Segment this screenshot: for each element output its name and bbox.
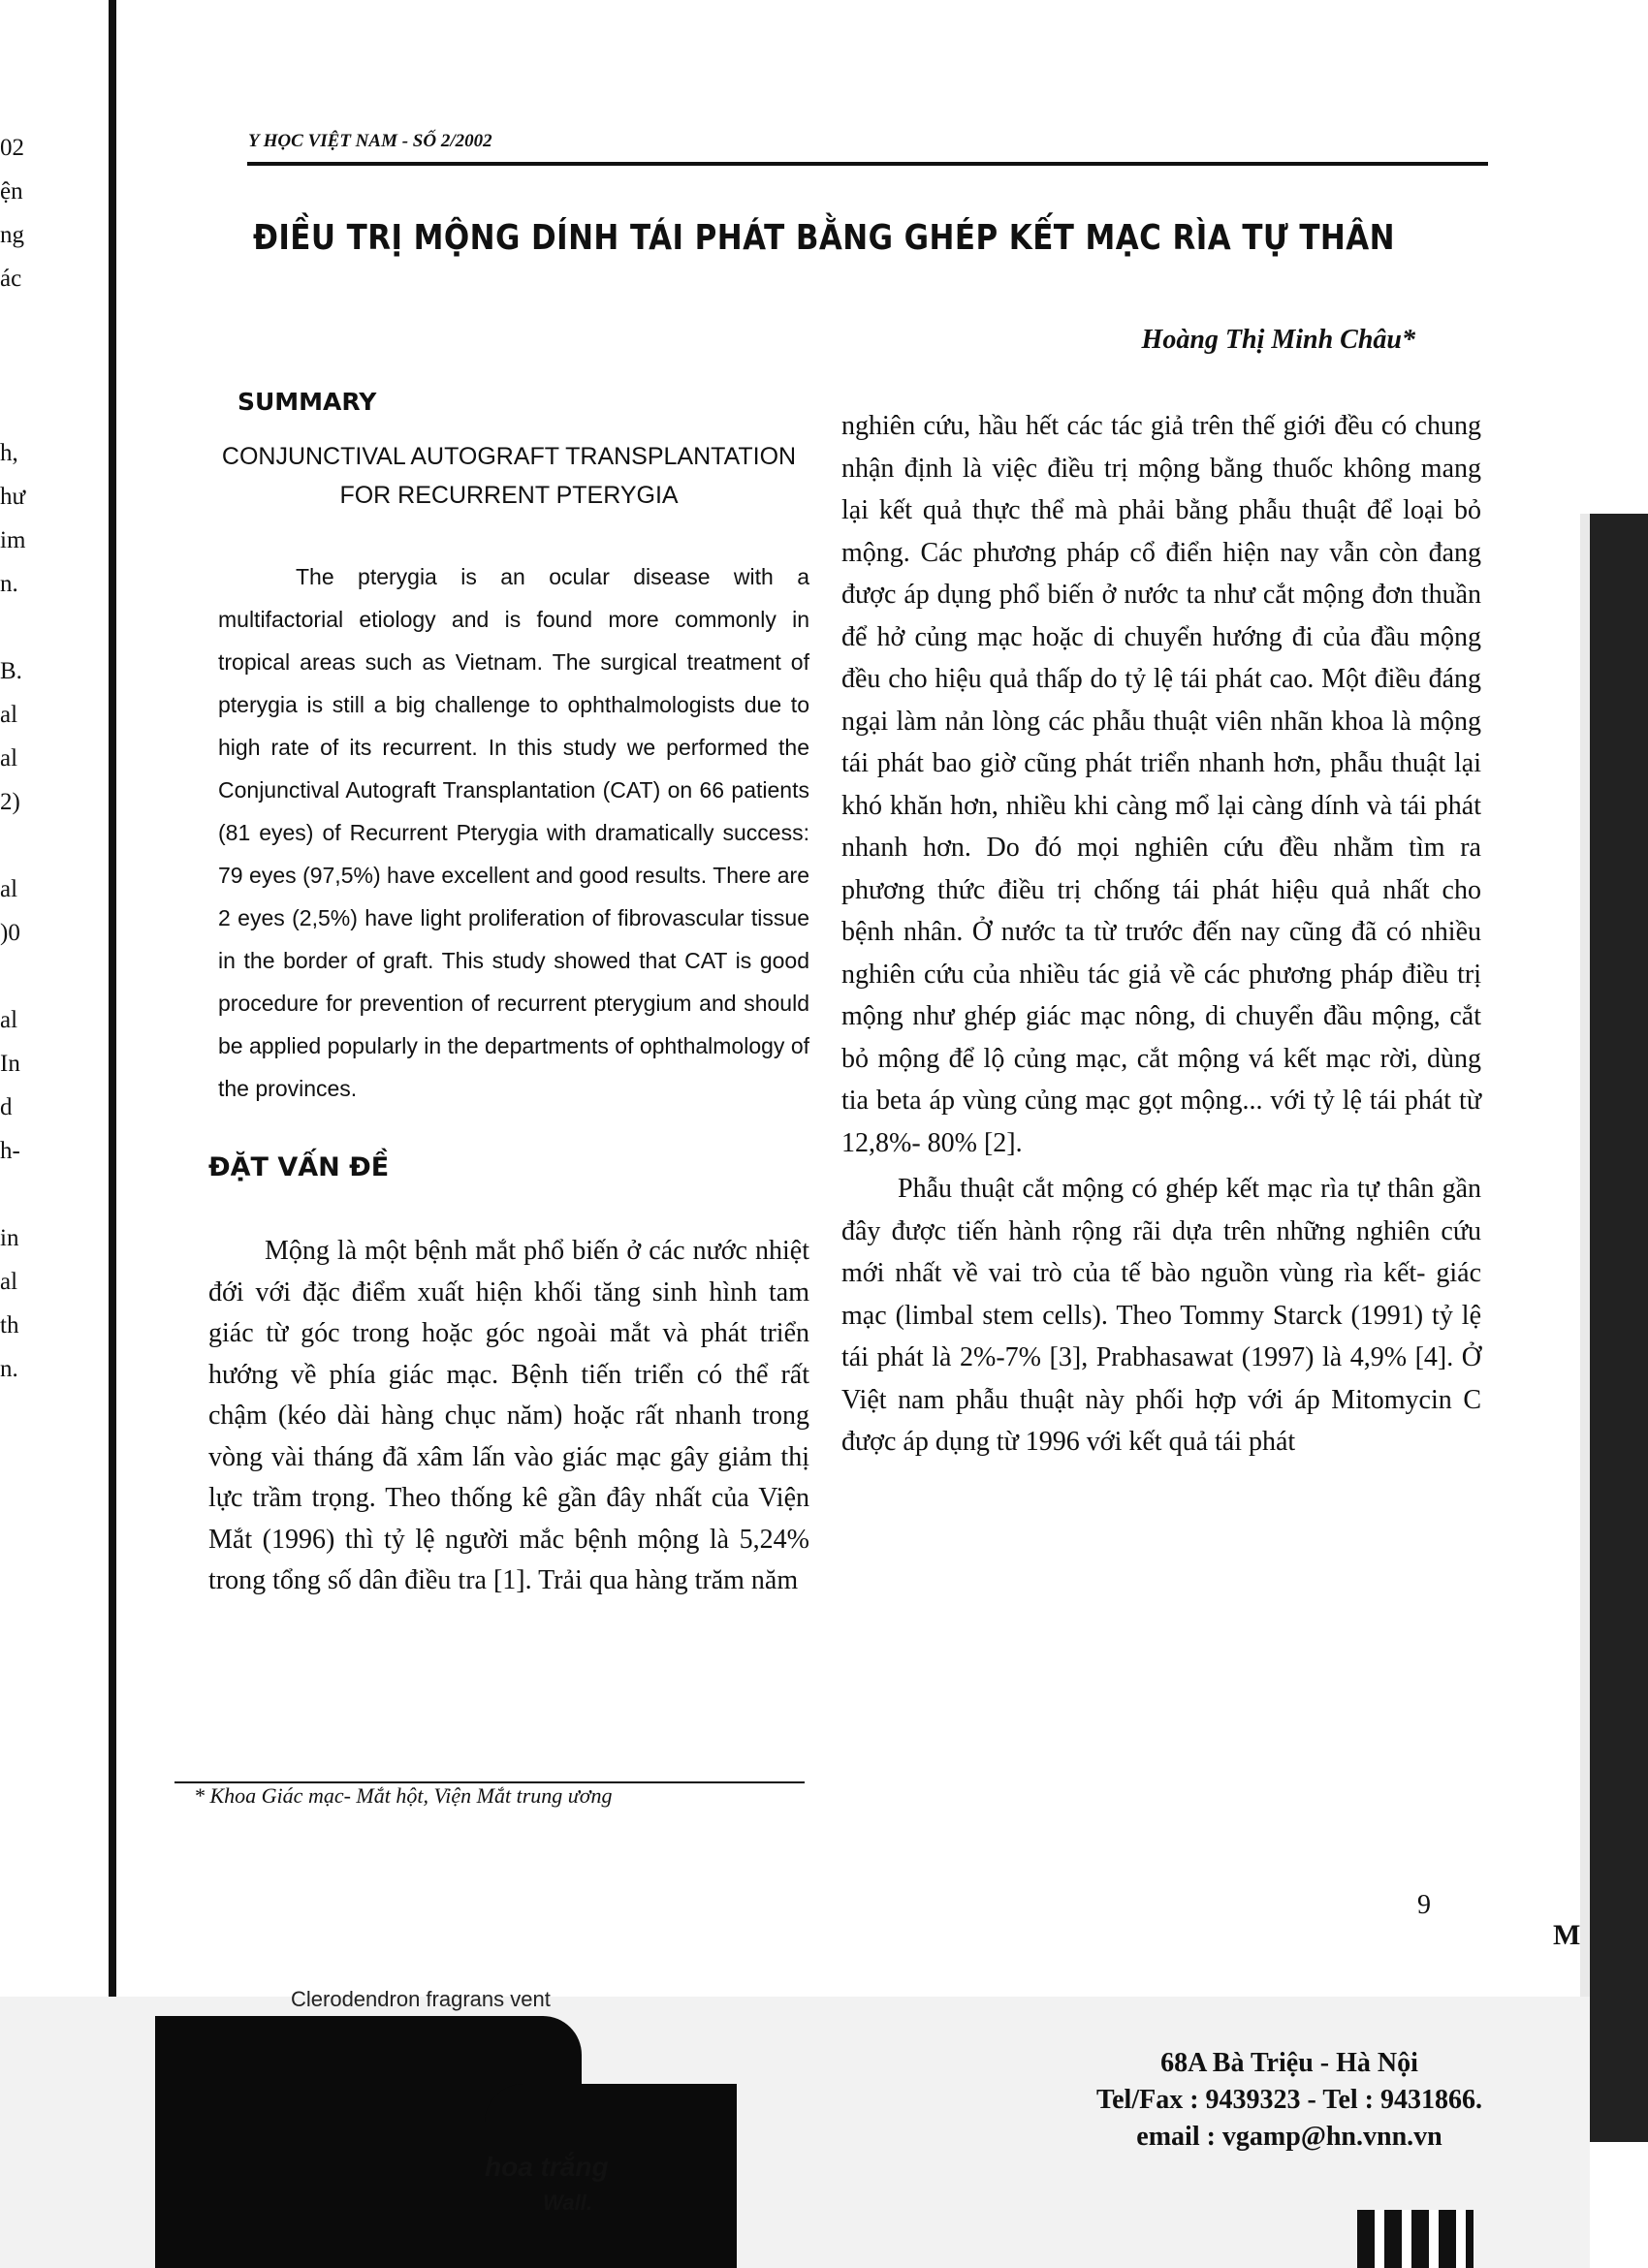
previous-page-fragment: h, (0, 440, 18, 466)
article-title: ĐIỀU TRỊ MỘNG DÍNH TÁI PHÁT BẰNG GHÉP KẾT MẠC RÌA TỰ THÂN (252, 218, 1396, 258)
bleed-through-bottom-text-2: Wall. (543, 2190, 592, 2215)
previous-page-fragment (0, 606, 39, 649)
right-dark-edge (1590, 514, 1648, 2142)
previous-page-fragment: al (0, 702, 18, 728)
previous-page-fragment (0, 955, 39, 998)
journal-header: Y HỌC VIỆT NAM - SỐ 2/2002 (248, 131, 492, 151)
previous-page-fragment (0, 824, 39, 867)
previous-page-fragment: 02 (0, 135, 24, 161)
previous-page-fragment (0, 300, 39, 344)
address-line-2: Tel/Fax : 9439323 - Tel : 9431866. (1096, 2085, 1482, 2115)
previous-page-fragment: d (0, 1094, 13, 1120)
summary-title-line-1: CONJUNCTIVAL AUTOGRAFT TRANSPLANTATION (221, 443, 797, 470)
previous-page-fragment: ng (0, 222, 24, 248)
previous-page-fragment: hư (0, 484, 26, 510)
previous-page-fragment: im (0, 527, 26, 553)
bleed-through-top-text: Clerodendron fragrans vent (291, 1987, 551, 2011)
previous-page-column (0, 126, 39, 1391)
publisher-address (1066, 2045, 1512, 2156)
previous-page-fragment (0, 388, 39, 431)
address-line-3: email : vgamp@hn.vnn.vn (1136, 2122, 1442, 2152)
summary-body: The pterygia is an ocular disease with a multifactorial etiology and is found more commonly in tropical areas such as Vietnam. The surgical treatment of pterygia is still a big challenge to ophthalmologists due to high rate of its recurrent. In this study we performed the Conjunctival Autograft Transplantation (CAT) on 66 patients (81 eyes) of Recurrent Pterygia with dramatically success: 79 eyes (97,5%) have excellent and good results. There are 2 eyes (2,5%) have light proliferation of fibrovascular tissue in the border of graft. This study showed that CAT is good procedure for prevention of recurrent pterygium and should be applied popularly in the departments of ophthalmology of the provinces. (218, 564, 809, 1101)
right-page-gutter (1580, 514, 1590, 2103)
page-number: 9 (1417, 1890, 1431, 1920)
section-heading: ĐẶT VẤN ĐỀ (208, 1152, 390, 1182)
left-column (208, 388, 809, 1602)
right-column (841, 405, 1481, 1464)
address-line-1: 68A Bà Triệu - Hà Nội (1160, 2048, 1418, 2078)
previous-page-fragment: )0 (0, 920, 20, 946)
bottom-bars-artifact (1357, 2210, 1474, 2268)
header-rule (247, 162, 1488, 166)
previous-page-fragment (0, 344, 39, 388)
previous-page-fragment: al (0, 1007, 18, 1033)
summary-title (208, 437, 809, 515)
previous-page-fragment: al (0, 876, 18, 902)
intro-paragraph: Mộng là một bệnh mắt phổ biến ở các nước nhiệt đới với đặc điểm xuất hiện khối tăng sinh hình tam giác từ góc trong hoặc góc ngoài mắt và phát triển hướng về phía giác mạc. Bệnh tiến triển có thể rất chậm (kéo dài hàng chục năm) hoặc rất nhanh trong vòng vài tháng đã xâm lấn vào giác mạc gây giảm thị lực trầm trọng. Theo thống kê gần đây nhất của Viện Mắt (1996) thì tỷ lệ người mắc bệnh mộng là 5,24% trong tổng số dân điều tra [1]. Trải qua hàng trăm năm (208, 1236, 809, 1595)
previous-page-fragment: n. (0, 571, 18, 597)
previous-page-fragment: al (0, 745, 18, 772)
previous-page-fragment: B. (0, 658, 22, 684)
binding-shadow (109, 0, 116, 1997)
previous-page-fragment: in (0, 1225, 19, 1251)
author-name: Hoàng Thị Minh Châu* (1141, 325, 1415, 355)
previous-page-fragment: al (0, 1269, 18, 1295)
previous-page-fragment: h- (0, 1138, 20, 1164)
previous-page-fragment: ác (0, 266, 22, 292)
previous-page-fragment: n. (0, 1356, 18, 1382)
bleed-through-bottom-text-1: hoa trắng (485, 2152, 609, 2182)
previous-page-fragment: 2) (0, 789, 20, 815)
summary-title-line-2: FOR RECURRENT PTERYGIA (339, 482, 679, 509)
previous-page-fragment: th (0, 1312, 19, 1339)
right-paragraph-1: nghiên cứu, hầu hết các tác giả trên thế giới đều có chung nhận định là việc điều trị mộng bằng thuốc không mang lại kết quả thực thể mà phải bằng phẫu thuật để loại bỏ mộng. Các phương pháp cổ điển hiện nay vẫn còn đang được áp dụng phổ biến ở nước ta như cắt mộng đơn thuần để hở củng mạc hoặc di chuyển hướng đi của đầu mộng đều cho hiệu quả thấp do tỷ lệ tái phát cao. Một điều đáng ngại làm nản lòng các phẫu thuật viên nhãn khoa là mộng tái phát bao giờ cũng phát triển nhanh hơn, phẫu thuật lại khó khăn hơn, nhiều khi càng mổ lại càng dính và tái phát nhanh hơn. Do đó mọi nghiên cứu đều nhằm tìm ra phương thức điều trị chống tái phát hiệu quả nhất cho bệnh nhân. Ở nước ta từ trước đến nay cũng đã có nhiều nghiên cứu của nhiều tác giả về các phương pháp điều trị mộng như ghép giác mạc nông, di chuyển đầu mộng, cắt bỏ mộng để lộ củng mạc, cắt mộng vá kết mạc rời, dùng tia beta áp vùng củng mạc gọt mộng... với tỷ lệ tái phát từ 12,8%- 80% [2]. (841, 411, 1481, 1158)
bleed-through-right-letter: M (1553, 1919, 1581, 1951)
previous-page-fragment: In (0, 1051, 20, 1077)
summary-label: SUMMARY (238, 388, 377, 416)
right-paragraph-2: Phẫu thuật cắt mộng có ghép kết mạc rìa tự thân gần đây được tiến hành rộng rãi dựa trên những nghiên cứu mới nhất về vai trò của tế bào nguồn vùng rìa kết- giác mạc (limbal stem cells). Theo Tommy Starck (1991) tỷ lệ tái phát là 2%-7% [3], Prabhasawat (1997) là 4,9% [4]. Ở Việt nam phẫu thuật này phối hợp với áp Mitomycin C được áp dụng từ 1996 với kết quả tái phát (841, 1174, 1481, 1457)
previous-page-fragment: ện (0, 178, 23, 205)
previous-page-fragment (0, 1173, 39, 1216)
footnote: * Khoa Giác mạc- Mắt hột, Viện Mắt trung ương (194, 1783, 613, 1808)
